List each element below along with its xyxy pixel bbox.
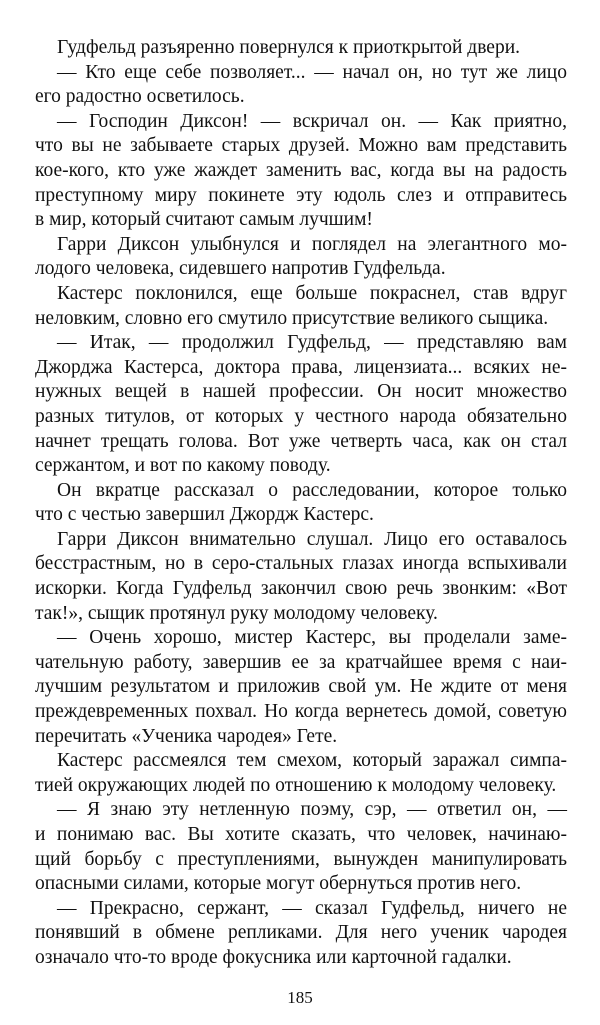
text-line: тией окружающих людей по отношению к молодому человеку.	[35, 774, 557, 796]
text-line: кое-кого, кто уже жаждет заменить вас, когда вы на радость	[35, 159, 567, 181]
text-line: Джорджа Кастерса, доктора права, лицензиата... всяких не-	[35, 356, 567, 378]
text-line: преступному миру покинете эту юдоль слез и отправитесь	[35, 184, 567, 206]
text-line: так!», сыщик протянул руку молодому человеку.	[35, 602, 438, 624]
text-line: преждевременных похвал. Но когда вернетесь домой, советую	[35, 701, 567, 723]
paragraph-first-line: Гудфельд разъяренно повернулся к приоткрытой двери.	[57, 37, 521, 58]
page-body-text	[35, 36, 567, 971]
text-line: понявший в обмене репликами. Для него ученик чародея	[35, 922, 567, 944]
paragraph-first-line: Кастерс рассмеялся тем смехом, который заражал симпа-	[57, 750, 567, 772]
text-line: перечитать «Ученика чародея» Гете.	[35, 725, 338, 747]
paragraph-first-line: — Я знаю эту нетленную поэму, сэр, — ответил он, —	[57, 799, 567, 821]
text-line: его радостно осветилось.	[35, 86, 245, 108]
text-line: и понимаю вас. Вы хотите сказать, что человек, начинаю-	[35, 824, 567, 845]
paragraph-first-line: Гарри Диксон улыбнулся и поглядел на элегантного мо-	[57, 233, 567, 255]
text-line: означало что-то вроде фокусника или карточной гадалки.	[35, 946, 512, 968]
text-line: разных титулов, от которых у честного народа обязательно	[35, 405, 567, 427]
text-line: что с честью завершил Джордж Кастерс.	[35, 504, 374, 526]
paragraph-first-line: — Кто еще себе позволяет... — начал он, но тут же лицо	[57, 61, 567, 83]
page-number: 185	[287, 988, 313, 1007]
text-line: начнет трещать голова. Вот уже четверть часа, как он стал	[35, 430, 567, 452]
text-line: что вы не забываете старых друзей. Можно вам представить	[35, 135, 567, 157]
paragraph-first-line: — Прекрасно, сержант, — сказал Гудфельд, ничего не	[57, 897, 567, 919]
text-line: опасными силами, которые могут обернуться против него.	[35, 873, 522, 895]
text-line: сержантом, и вот по какому поводу.	[35, 455, 331, 477]
paragraph-first-line: — Господин Диксон! — вскричал он. — Как приятно,	[57, 110, 567, 132]
text-line: лучшим результатом и приложив свой ум. Не ждите от меня	[35, 676, 567, 698]
text-line: лодого человека, сидевшего напротив Гудфельда.	[35, 258, 446, 280]
text-line: неловким, словно его смутило присутствие великого сыщика.	[35, 307, 549, 329]
paragraph-first-line: Кастерс поклонился, еще больше покраснел, став вдруг	[57, 282, 567, 304]
text-line: бесстрастным, но в серо-стальных глазах иногда вспыхивали	[35, 553, 567, 575]
text-line: чательную работу, завершив ее за кратчайшее время с наи-	[35, 651, 567, 673]
paragraph-first-line: Гарри Диксон внимательно слушал. Лицо его оставалось	[57, 528, 567, 550]
paragraph-first-line: — Итак, — продолжил Гудфельд, — представляю вам	[57, 332, 567, 354]
text-line: нужных вещей в нашей профессии. Он носит множество	[35, 381, 567, 403]
paragraph-first-line: — Очень хорошо, мистер Кастерс, вы проделали заме-	[57, 627, 567, 649]
text-line: в мир, который считают самым лучшим!	[35, 209, 373, 231]
text-line: искорки. Когда Гудфельд закончил свою речь звонким: «Вот	[35, 578, 567, 600]
text-line: щий борьбу с преступлениями, вынужден манипулировать	[35, 848, 567, 870]
paragraph-first-line: Он вкратце рассказал о расследовании, которое только	[57, 479, 567, 501]
